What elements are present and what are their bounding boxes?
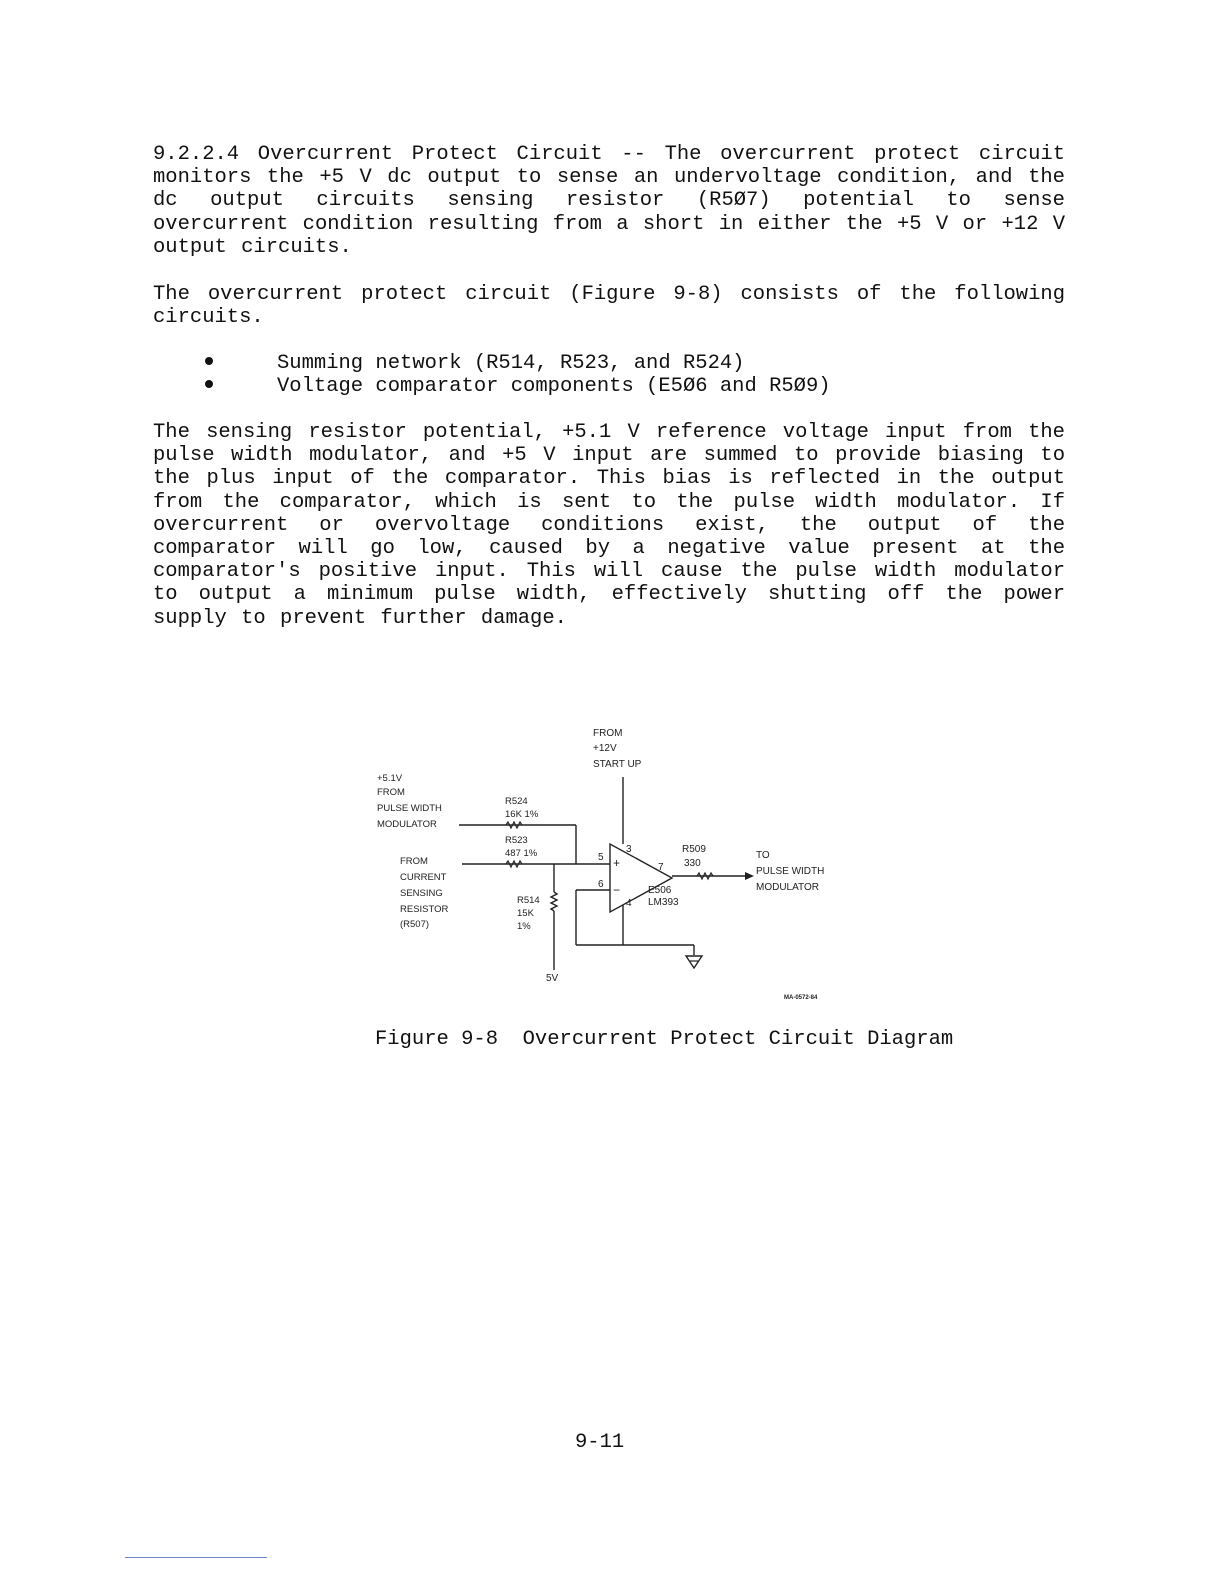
label-r524-value: 16K 1% bbox=[505, 809, 539, 820]
paragraph-overcurrent-intro: 9.2.2.4 Overcurrent Protect Circuit -- The overcurrent protect circuit monitors the +5 V dc output to sense an undervoltage condition, and the dc output circuits sensing resistor (R5Ø7) potential to sense overcurrent condition resulting from a short in either the +5 V or +12 V output circuits. bbox=[153, 143, 1065, 259]
label-to-modulator: MODULATOR bbox=[756, 882, 819, 893]
label-pin-7: 7 bbox=[658, 862, 664, 873]
label-modulator-in: MODULATOR bbox=[377, 819, 437, 830]
label-to-pulse-width: PULSE WIDTH bbox=[756, 866, 825, 877]
bullet-icon bbox=[205, 380, 213, 388]
label-pulse-width: PULSE WIDTH bbox=[377, 803, 442, 814]
label-sensing: SENSING bbox=[400, 888, 443, 899]
overcurrent-circuit-diagram bbox=[360, 720, 860, 1010]
ground-icon bbox=[686, 956, 702, 968]
label-resistor: RESISTOR bbox=[400, 904, 449, 915]
figure-caption: Figure 9-8 Overcurrent Protect Circuit Diagram bbox=[375, 1028, 954, 1051]
label-r514: R514 bbox=[517, 895, 540, 906]
label-pin-3: 3 bbox=[626, 844, 632, 855]
label-from-pwm: FROM bbox=[377, 787, 405, 798]
label-pin-5: 5 bbox=[598, 852, 604, 863]
label-r514-tolerance: 1% bbox=[517, 921, 531, 932]
label-e506: E506 bbox=[648, 885, 672, 896]
label-lm393: LM393 bbox=[648, 897, 679, 908]
output-arrow-icon bbox=[745, 872, 754, 880]
label-r507: (R507) bbox=[400, 919, 430, 930]
label-from-current: FROM bbox=[400, 856, 428, 867]
page-number: 9-11 bbox=[575, 1431, 625, 1454]
list-item bbox=[205, 375, 831, 398]
footer-rule bbox=[125, 1557, 267, 1558]
label-r509: R509 bbox=[682, 844, 706, 855]
label-to: TO bbox=[756, 850, 770, 861]
paragraph-comparator-operation: The sensing resistor potential, +5.1 V reference voltage input from the pulse width modulator, and +5 V input are summed to provide biasing to the plus input of the comparator. This bias is reflected in the output from the comparator, which is sent to the pulse width modulator. If overcurrent or overvoltage conditions exist, the output of the comparator will go low, caused by a negative value present at the comparator's positive input. This will cause the pulse width modulator to output a minimum pulse width, effectively shutting off the power supply to prevent further damage. bbox=[153, 421, 1065, 630]
bullet-icon bbox=[205, 357, 213, 365]
list-item-text: Voltage comparator components (E5Ø6 and R5Ø9) bbox=[277, 375, 831, 398]
label-current: CURRENT bbox=[400, 872, 447, 883]
label-pin-6: 6 bbox=[598, 879, 604, 890]
paragraph-circuit-list-intro: The overcurrent protect circuit (Figure 9-8) consists of the following circuits. bbox=[153, 283, 1065, 330]
label-r523-value: 487 1% bbox=[505, 848, 538, 859]
label-r524: R524 bbox=[505, 796, 528, 807]
label-5-1v: +5.1V bbox=[377, 773, 403, 784]
list-item-text: Summing network (R514, R523, and R524) bbox=[277, 352, 745, 375]
label-12v: +12V bbox=[593, 743, 617, 754]
label-r509-value: 330 bbox=[684, 858, 701, 869]
bullet-list bbox=[205, 352, 831, 398]
r514-resistor-icon bbox=[551, 892, 557, 911]
list-item bbox=[205, 352, 831, 375]
figure-code: MA-0572-84 bbox=[784, 995, 818, 1001]
label-from-12v: FROM bbox=[593, 728, 623, 739]
label-r514-value: 15K bbox=[517, 908, 534, 919]
label-5v: 5V bbox=[546, 973, 559, 984]
label-start-up: START UP bbox=[593, 759, 642, 770]
label-minus-input: − bbox=[613, 883, 621, 897]
label-pin-4: 4 bbox=[626, 898, 632, 909]
label-plus-input: + bbox=[613, 856, 621, 870]
label-r523: R523 bbox=[505, 835, 528, 846]
